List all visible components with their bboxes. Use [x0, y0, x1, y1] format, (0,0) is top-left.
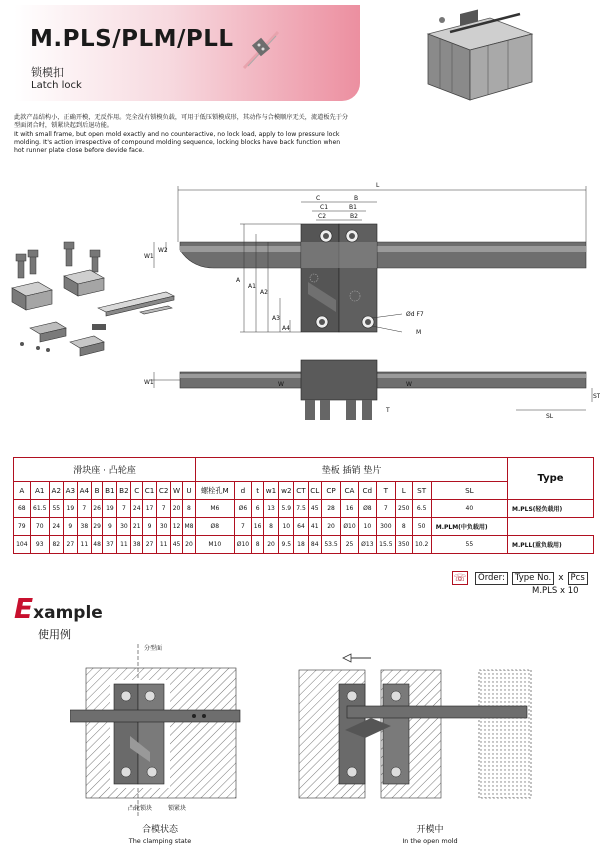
table-cell: 55 — [431, 536, 507, 554]
intro-chinese: 此款产品结构小，正确开模，无反作用。完全没有锁模负载，可用于低压锁模成形，其动作与合模顺序无关，流道板先于分型面闭合时，锁紧块起到后退功能。 — [14, 114, 349, 130]
subtitle-chinese: 锁模扣 — [31, 66, 64, 79]
table-cell: 45 — [171, 536, 183, 554]
table-cell: 50 — [412, 518, 431, 536]
group-header-plate: 垫板 插销 垫片 — [196, 458, 508, 482]
subtitle-english: Latch lock — [31, 80, 82, 91]
svg-text:A4: A4 — [282, 325, 290, 332]
table-cell: 70 — [30, 518, 49, 536]
table-cell: 38 — [77, 518, 91, 536]
col-header: w2 — [279, 482, 294, 500]
label-L: L — [376, 182, 380, 189]
col-header: W — [171, 482, 183, 500]
col-header: CP — [321, 482, 340, 500]
table-cell: 9.5 — [279, 536, 294, 554]
svg-text:W2: W2 — [158, 247, 168, 254]
table-cell: 45 — [308, 500, 321, 518]
table-cell: 21 — [131, 518, 143, 536]
order-times: x — [558, 573, 564, 583]
group-header-slider: 滑块座 · 凸轮座 — [14, 458, 196, 482]
table-cell: 93 — [30, 536, 49, 554]
table-cell: 6.5 — [412, 500, 431, 518]
table-cell: 6 — [252, 500, 264, 518]
col-header: t — [252, 482, 264, 500]
table-cell: 7 — [234, 518, 252, 536]
example-subtitle: 使用例 — [38, 628, 71, 641]
col-header: CT — [294, 482, 308, 500]
col-header: ST — [412, 482, 431, 500]
table-cell: 8 — [182, 500, 195, 518]
svg-text:ST: ST — [593, 393, 600, 400]
label-lock-block: 锁紧块 — [168, 805, 187, 812]
caption-open-mold — [380, 822, 480, 845]
arrow-left-icon — [343, 654, 371, 662]
table-cell: 300 — [376, 518, 395, 536]
table-cell: 53.5 — [321, 536, 340, 554]
spec-table — [13, 457, 594, 554]
svg-text:A: A — [236, 277, 241, 284]
svg-text:B1: B1 — [349, 204, 357, 211]
table-cell: 61.5 — [30, 500, 49, 518]
caption-clamping — [110, 822, 210, 845]
table-cell: 8 — [263, 518, 278, 536]
table-cell: 82 — [49, 536, 63, 554]
order-label: Order: — [475, 572, 508, 585]
table-cell: 5.9 — [279, 500, 294, 518]
table-cell: 84 — [308, 536, 321, 554]
intro-english: It with small frame, but open mold exactly and no counteractive, no lock load, apply to low pressure lock molding. It's action irrespective of compound molding sequence, locking blocks have back function when hot runner plate close before devide face. — [14, 130, 341, 155]
svg-text:C2: C2 — [318, 213, 327, 220]
table-cell: 7 — [376, 500, 395, 518]
table-cell: 20 — [171, 500, 183, 518]
table-cell: 28 — [321, 500, 340, 518]
svg-text:A1: A1 — [248, 283, 256, 290]
svg-text:A3: A3 — [272, 315, 280, 322]
svg-text:Ød F7: Ød F7 — [406, 311, 424, 318]
table-cell: 20 — [263, 536, 278, 554]
table-row — [14, 518, 594, 536]
svg-text:W1: W1 — [144, 379, 154, 386]
clamping-state-diagram — [70, 640, 250, 820]
col-header: L — [395, 482, 412, 500]
order-line — [452, 571, 588, 585]
table-cell: M6 — [196, 500, 234, 518]
table-cell: 7 — [117, 500, 131, 518]
col-header: CA — [341, 482, 359, 500]
parting-line-label: 分型面 — [144, 645, 163, 652]
table-cell: 55 — [49, 500, 63, 518]
table-cell: 9 — [142, 518, 156, 536]
table-cell: 12 — [171, 518, 183, 536]
order-example: M.PLS x 10 — [532, 586, 579, 596]
table-cell: 26 — [91, 500, 103, 518]
table-cell: 11 — [77, 536, 91, 554]
table-cell: Ø6 — [234, 500, 252, 518]
latch-lock-header-icon — [240, 28, 282, 72]
table-cell: 25 — [341, 536, 359, 554]
col-header: A1 — [30, 482, 49, 500]
order-type-no: Type No. — [512, 572, 554, 585]
svg-text:W1: W1 — [144, 253, 154, 260]
table-cell: 10 — [358, 518, 376, 536]
svg-text:C1: C1 — [320, 204, 329, 211]
table-cell: 10.2 — [412, 536, 431, 554]
svg-text:W: W — [406, 381, 412, 388]
type-cell: M.PLM(中负载用) — [431, 518, 507, 536]
col-header: 螺栓孔M — [196, 482, 234, 500]
svg-text:T: T — [386, 407, 390, 414]
svg-text:W: W — [278, 381, 284, 388]
svg-text:B2: B2 — [350, 213, 358, 220]
table-cell: Ø10 — [234, 536, 252, 554]
table-cell: 24 — [49, 518, 63, 536]
table-row — [14, 536, 594, 554]
table-cell: 18 — [294, 536, 308, 554]
table-cell: 350 — [395, 536, 412, 554]
svg-text:C: C — [316, 195, 321, 202]
table-cell: 41 — [308, 518, 321, 536]
table-cell: 7 — [157, 500, 171, 518]
table-cell: 79 — [14, 518, 31, 536]
table-cell: 250 — [395, 500, 412, 518]
table-cell: 16 — [252, 518, 264, 536]
table-cell: 9 — [63, 518, 77, 536]
open-mold-diagram — [295, 640, 535, 820]
svg-text:B: B — [354, 195, 359, 202]
col-header: A3 — [63, 482, 77, 500]
example-title-rest: xample — [33, 603, 103, 623]
table-cell: 8 — [252, 536, 264, 554]
caption-open-cn: 开模中 — [416, 825, 444, 835]
table-cell: 68 — [14, 500, 31, 518]
table-cell: 64 — [294, 518, 308, 536]
table-cell: 20 — [182, 536, 195, 554]
table-cell: Ø8 — [358, 500, 376, 518]
type-cell: M.PLL(重负载用) — [508, 536, 594, 554]
col-header: A — [14, 482, 31, 500]
col-header: w1 — [263, 482, 278, 500]
table-cell: 40 — [431, 500, 507, 518]
phone-icon: ☏ — [453, 572, 467, 584]
table-cell: 19 — [103, 500, 117, 518]
table-cell: 38 — [131, 536, 143, 554]
svg-text:SL: SL — [546, 413, 554, 420]
col-header: CL — [308, 482, 321, 500]
table-cell: 9 — [103, 518, 117, 536]
table-cell: 11 — [157, 536, 171, 554]
table-cell: 7.5 — [294, 500, 308, 518]
col-header: SL — [431, 482, 507, 500]
table-cell: 7 — [77, 500, 91, 518]
mold-assembly-illustration — [420, 4, 540, 102]
svg-text:M: M — [416, 329, 422, 336]
table-cell: 16 — [341, 500, 359, 518]
table-cell: 20 — [321, 518, 340, 536]
table-cell: 24 — [131, 500, 143, 518]
table-cell: 11 — [117, 536, 131, 554]
col-header: Cd — [358, 482, 376, 500]
table-cell: 17 — [142, 500, 156, 518]
table-cell: 10 — [279, 518, 294, 536]
col-header: B — [91, 482, 103, 500]
table-cell: M10 — [196, 536, 234, 554]
label-cam-lock: 凸轮锁块 — [128, 805, 153, 812]
col-header: C2 — [157, 482, 171, 500]
table-cell: Ø8 — [196, 518, 234, 536]
intro-text — [14, 114, 349, 155]
table-cell: Ø10 — [341, 518, 359, 536]
table-cell: 30 — [117, 518, 131, 536]
col-header: C1 — [142, 482, 156, 500]
table-cell: 48 — [91, 536, 103, 554]
type-header: Type — [508, 458, 594, 500]
col-header: T — [376, 482, 395, 500]
caption-clamping-cn: 合模状态 — [141, 825, 178, 835]
example-title-initial: E — [14, 592, 34, 625]
technical-drawing — [140, 180, 600, 440]
table-cell: 19 — [63, 500, 77, 518]
svg-text:A2: A2 — [260, 289, 268, 296]
col-header: A2 — [49, 482, 63, 500]
table-cell: 29 — [91, 518, 103, 536]
col-header: A4 — [77, 482, 91, 500]
type-cell: M.PLS(轻负载用) — [508, 500, 594, 518]
table-cell: 30 — [157, 518, 171, 536]
column-header-row — [14, 482, 594, 500]
caption-open-en: In the open mold — [402, 837, 458, 845]
col-header: U — [182, 482, 195, 500]
col-header: C — [131, 482, 143, 500]
table-cell: 27 — [63, 536, 77, 554]
order-pcs: Pcs — [568, 572, 588, 585]
table-cell: M8 — [182, 518, 195, 536]
example-title — [14, 592, 103, 625]
table-cell: 37 — [103, 536, 117, 554]
table-cell: Ø13 — [358, 536, 376, 554]
table-cell: 15.5 — [376, 536, 395, 554]
table-row — [14, 500, 594, 518]
col-header: B1 — [103, 482, 117, 500]
table-cell: 13 — [263, 500, 278, 518]
table-cell: 27 — [142, 536, 156, 554]
table-cell: 8 — [395, 518, 412, 536]
col-header: B2 — [117, 482, 131, 500]
caption-clamping-en: The clamping state — [128, 837, 192, 845]
col-header: d — [234, 482, 252, 500]
table-cell: 104 — [14, 536, 31, 554]
page-title: M.PLS/PLM/PLL — [30, 26, 234, 52]
